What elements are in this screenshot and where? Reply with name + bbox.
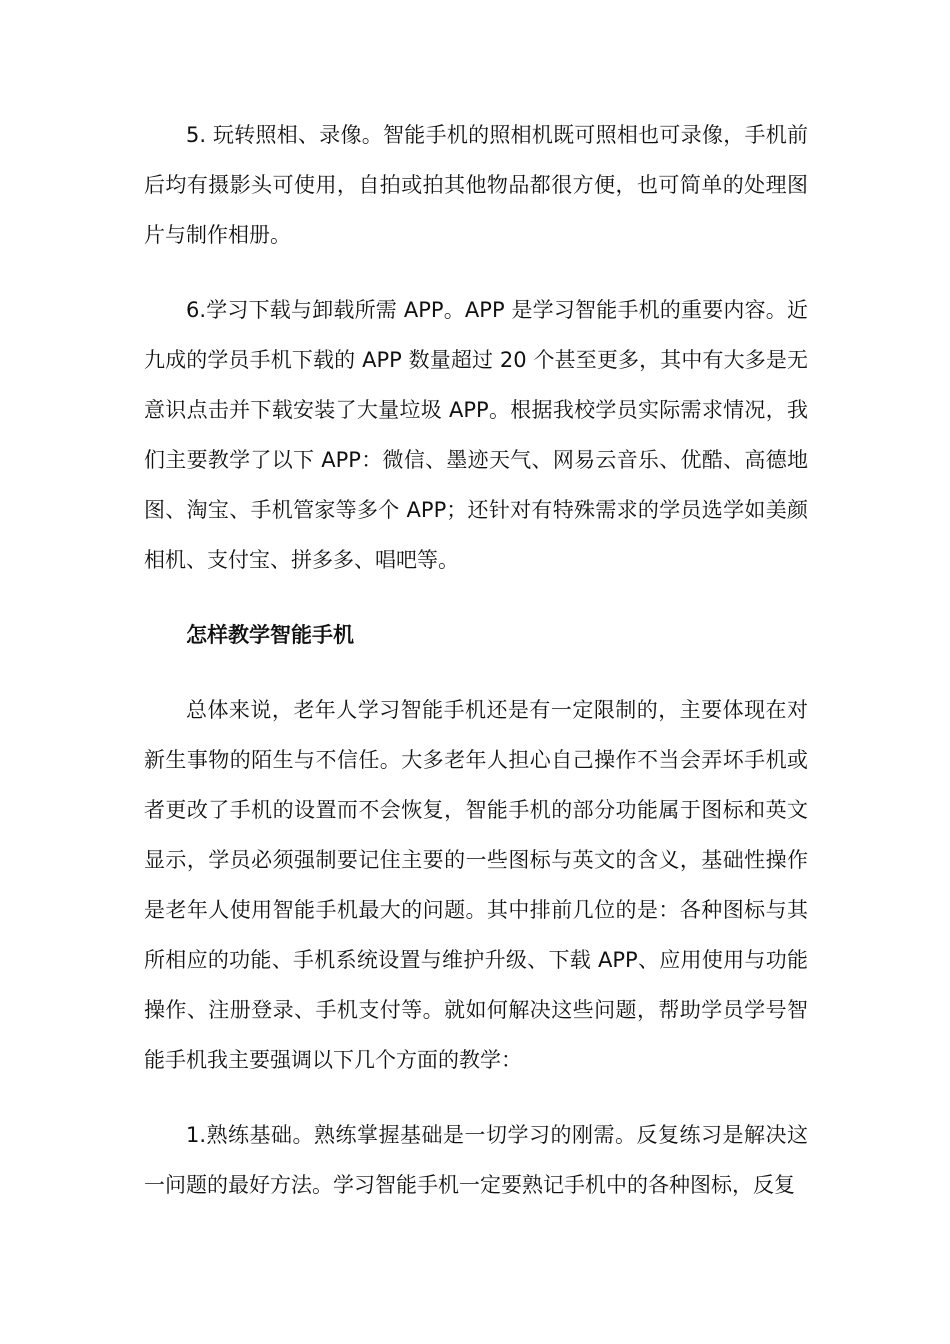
paragraph-overview: 总体来说，老年人学习智能手机还是有一定限制的，主要体现在对新生事物的陌生与不信任。大多老年人担心自己操作不当会弄坏手机或者更改了手机的设置而不会恢复，智能手机的部分功能属于图标和英文显示，学员必须强制要记住主要的一些图标与英文的含义，基础性操作是老年人使用智能手机最大的问题。其中排前几位的是：各种图标与其所相应的功能、手机系统设置与维护升级、下载 APP、应用使用与功能操作、注册登录、手机支付等。就如何解决这些问题，帮助学员学号智能手机我主要强调以下几个方面的教学： [144, 698, 808, 1072]
document-body [144, 110, 808, 1235]
paragraph-camera: 5. 玩转照相、录像。智能手机的照相机既可照相也可录像，手机前后均有摄影头可使用，自拍或拍其他物品都很方便，也可简单的处理图片与制作相册。 [144, 123, 808, 247]
paragraph-basics: 1.熟练基础。熟练掌握基础是一切学习的刚需。反复练习是解决这一问题的最好方法。学习智能手机一定要熟记手机中的各种图标，反复 [144, 1123, 808, 1197]
section-heading: 怎样教学智能手机 [186, 623, 354, 647]
paragraph-apps: 6.学习下载与卸载所需 APP。APP 是学习智能手机的重要内容。近九成的学员手机下载的 APP 数量超过 20 个甚至更多，其中有大多是无意识点击并下载安装了大量垃圾 APP。根据我校学员实际需求情况，我们主要教学了以下 APP：微信、墨迹天气、网易云音乐、优酷、高德地图、淘宝、手机管家等多个 APP；还针对有特殊需求的学员选学如美颜相机、支付宝、拼多多、唱吧等。 [144, 298, 808, 572]
